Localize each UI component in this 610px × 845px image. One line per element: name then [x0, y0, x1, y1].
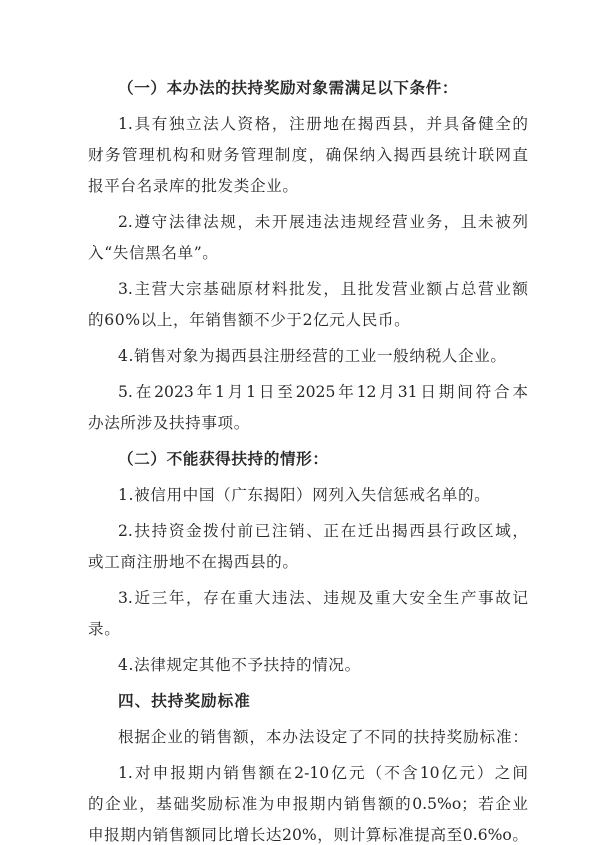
paragraph-line: 1.具有独立法人资格，注册地在揭西县，并具备健全的 [118, 115, 528, 133]
subheading-exclusions: （二）不能获得扶持的情形： [118, 449, 329, 468]
paragraph-line: 或工商注册地不在揭西县的。 [88, 553, 299, 571]
section-heading-reward-standards: 四、扶持奖励标准 [118, 691, 251, 710]
paragraph-line: 办法所涉及扶持事项。 [88, 414, 250, 432]
paragraph-line: 报平台名录库的批发类企业。 [88, 177, 299, 195]
paragraph-line: 1.被信用中国（广东揭阳）网列入失信惩戒名单的。 [118, 486, 491, 504]
paragraph-line: 根据企业的销售额，本办法设定了不同的扶持奖励标准： [118, 728, 528, 746]
paragraph-line: 3.主营大宗基础原材料批发，且批发营业额占总营业额 [118, 280, 528, 298]
paragraph-line: 财务管理机构和财务管理制度，确保纳入揭西县统计联网直 [88, 146, 528, 164]
paragraph-line: 入“失信黑名单”。 [88, 244, 219, 262]
paragraph-line: 2.扶持资金拨付前已注销、正在迁出揭西县行政区域， [118, 522, 528, 540]
paragraph-line: 录。 [88, 620, 121, 638]
paragraph-line: 申报期内销售额同比增长达20%，则计算标准提高至0.6%o。 [88, 826, 528, 844]
subheading-conditions: （一）本办法的扶持奖励对象需满足以下条件： [118, 78, 459, 97]
paragraph-line: 5.在2023年1月1日至2025年12月31日期间符合本 [118, 383, 528, 401]
paragraph-line: 的企业，基础奖励标准为申报期内销售额的0.5%o；若企业 [88, 795, 528, 813]
paragraph-line: 的60%以上，年销售额不少于2亿元人民币。 [88, 311, 411, 329]
paragraph-line: 4.销售对象为揭西县注册经营的工业一般纳税人企业。 [118, 347, 507, 365]
paragraph-line: 3.近三年，存在重大违法、违规及重大安全生产事故记 [118, 589, 528, 607]
paragraph-line: 2.遵守法律法规，未开展违法违规经营业务，且未被列 [118, 213, 528, 231]
paragraph-line: 1.对申报期内销售额在2-10亿元（不含10亿元）之间 [118, 764, 528, 782]
paragraph-line: 4.法律规定其他不予扶持的情况。 [118, 656, 361, 674]
